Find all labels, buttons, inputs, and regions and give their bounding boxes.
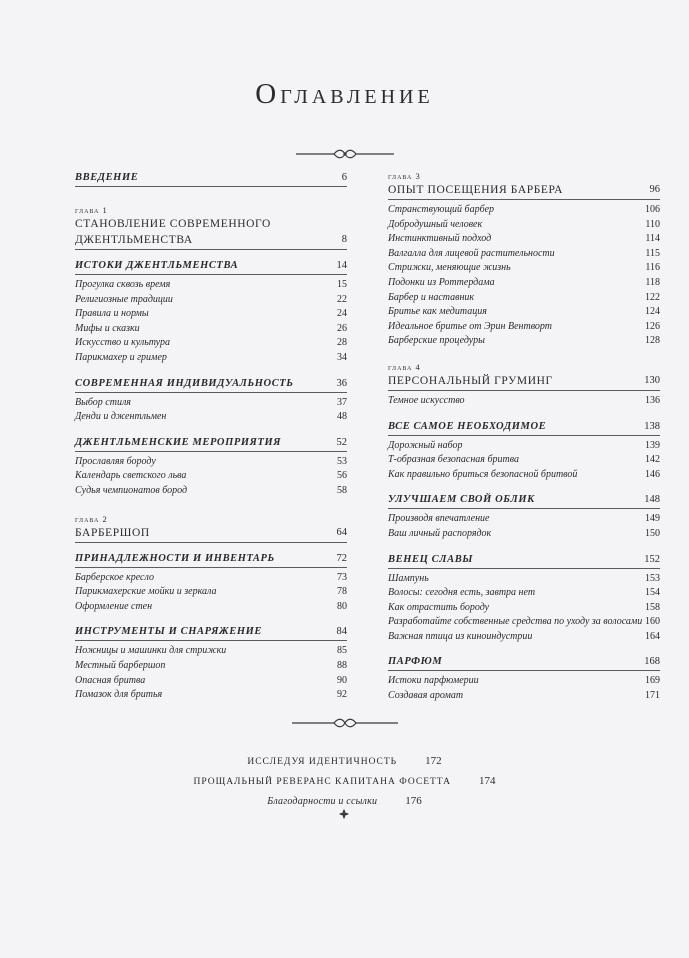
toc-entry	[388, 247, 660, 262]
page-number: 168	[644, 656, 660, 668]
page-number: 124	[645, 306, 660, 318]
page-number: 37	[337, 396, 347, 408]
toc-entry-label: Мифы и сказки	[75, 322, 140, 334]
toc-entry	[75, 674, 347, 689]
toc-entry	[388, 203, 660, 218]
toc-entry-label: Ножницы и машинки для стрижки	[75, 645, 227, 657]
toc-entry	[75, 644, 347, 659]
section-heading: ВЕНЕЦ СЛАВЫ	[388, 553, 474, 565]
toc-entry-label: Бритье как медитация	[388, 306, 487, 318]
flourish-divider-icon	[290, 717, 400, 729]
chapter-label: глава 4	[388, 361, 421, 372]
toc-entry-label: Идеальное бритье от Эрин Вентворт	[388, 320, 553, 332]
toc-entry-label: Подонки из Роттердама	[388, 276, 495, 288]
toc-entry	[75, 307, 347, 322]
toc-entry	[75, 410, 347, 425]
page-number: 22	[337, 293, 347, 305]
back-matter-label: ИССЛЕДУЯ ИДЕНТИЧНОСТЬ	[247, 757, 398, 767]
toc-entry	[388, 453, 660, 468]
chapter-title-row	[388, 373, 660, 391]
spacer	[388, 409, 660, 419]
toc-entry	[388, 218, 660, 233]
page-number: 118	[645, 276, 660, 288]
page-number: 56	[337, 470, 347, 482]
section-heading: ИСТОКИ ДЖЕНТЛЬМЕНСТВА	[75, 260, 239, 271]
toc-entry-label: Истоки парфюмерии	[388, 675, 479, 687]
toc-entry-label: Правила и нормы	[75, 308, 149, 320]
toc-entry	[388, 394, 660, 409]
toc-entry	[75, 278, 347, 293]
page-number: 96	[649, 184, 660, 195]
spacer	[388, 349, 660, 361]
toc-entry	[75, 484, 347, 499]
spacer	[388, 482, 660, 492]
toc-entry-label: Прогулка сквозь время	[75, 279, 171, 290]
section-heading-row	[388, 654, 660, 671]
toc-entry-label: Шампунь	[388, 572, 429, 584]
page-number: 169	[645, 675, 660, 687]
toc-entry-label: Местный барбершоп	[75, 659, 166, 671]
toc-entry	[388, 586, 660, 601]
toc-entry-label: Т-образная безопасная бритва	[388, 454, 519, 466]
section-heading: ВСЕ САМОЕ НЕОБХОДИМОЕ	[388, 420, 547, 432]
page-number: 172	[425, 755, 442, 767]
page-number: 158	[645, 601, 660, 613]
toc-entry	[75, 336, 347, 351]
toc-entry-label: Важная птица из киноиндустрии	[388, 630, 533, 642]
toc-entry-label: Денди и джентльмен	[75, 411, 167, 423]
page-number: 136	[645, 394, 660, 406]
section-heading-row	[75, 258, 347, 275]
section-heading: ПАРФЮМ	[388, 656, 443, 668]
page-number: 84	[336, 626, 347, 638]
chapter-title-text	[388, 373, 553, 389]
section-heading: СОВРЕМЕННАЯ ИНДИВИДУАЛЬНОСТЬ	[75, 377, 294, 389]
toc-entry-label: Валгалла для лицевой растительности	[388, 247, 555, 259]
toc-entry	[388, 261, 660, 276]
page-number: 85	[337, 645, 347, 657]
toc-entry-label: Помазок для бритья	[75, 689, 163, 701]
toc-entry	[388, 334, 660, 349]
section-heading: ПРИНАДЛЕЖНОСТИ И ИНВЕНТАРЬ	[75, 552, 275, 564]
toc-entry	[75, 351, 347, 366]
page-number: 64	[336, 526, 347, 538]
chapter-title-line: ДЖЕНТЛЬМЕНСТВА	[75, 234, 193, 246]
section-heading-row	[388, 552, 660, 569]
toc-entry	[75, 585, 347, 600]
chapter-label: глава 2	[75, 513, 108, 524]
toc-entry	[75, 659, 347, 674]
page-number: 73	[337, 571, 347, 583]
spacer	[75, 499, 347, 513]
toc-entry	[388, 674, 660, 689]
toc-entry-label: Парикмахерские мойки и зеркала	[75, 586, 217, 598]
chapter-title-text	[75, 216, 271, 248]
toc-entry	[388, 601, 660, 616]
toc-entry-label: Как правильно бриться безопасной бритвой	[388, 468, 578, 480]
toc-entry	[388, 320, 660, 335]
toc-left-column	[75, 170, 347, 703]
page-number: 28	[337, 337, 347, 349]
toc-entry-label: Парикмахер и гример	[75, 351, 167, 363]
back-matter-list	[0, 752, 689, 811]
toc-entry-label: Инстинктивный подход	[388, 233, 492, 245]
page-number: 174	[479, 775, 496, 787]
toc-entry-label: Опасная бритва	[75, 674, 146, 686]
page-number: 58	[337, 484, 347, 496]
toc-entry-label: Прославляя бороду	[75, 455, 156, 467]
page-number: 92	[337, 689, 347, 701]
toc-entry	[388, 512, 660, 527]
toc-entry-label: Странствующий барбер	[388, 204, 495, 215]
toc-entry	[388, 439, 660, 454]
page-number: 48	[337, 411, 347, 423]
page-number: 8	[341, 234, 347, 245]
page-number: 26	[337, 322, 347, 334]
spacer	[388, 542, 660, 552]
chapter-title-text	[388, 182, 563, 198]
page-number: 78	[337, 586, 347, 598]
toc-entry	[388, 572, 660, 587]
chapter-title-row	[388, 182, 660, 200]
toc-entry	[388, 630, 660, 645]
section-heading-row	[75, 624, 347, 641]
page-number: 106	[645, 204, 660, 215]
toc-entry	[75, 322, 347, 337]
spacer	[388, 644, 660, 654]
page-number: 152	[644, 553, 660, 565]
toc-entry	[75, 600, 347, 615]
chapter-label: глава 3	[388, 171, 421, 181]
toc-entry-label: Стрижки, меняющие жизнь	[388, 262, 511, 274]
section-heading-row	[388, 419, 660, 436]
section-heading-row	[75, 376, 347, 393]
chapter-title-line: ОПЫТ ПОСЕЩЕНИЯ БАРБЕРА	[388, 184, 563, 196]
page-number: 128	[645, 335, 660, 347]
page-number: 52	[336, 436, 347, 448]
toc-entry-label: Выбор стиля	[75, 396, 131, 408]
page-number: 130	[644, 374, 660, 386]
page-number: 138	[644, 420, 660, 432]
toc-entry	[75, 455, 347, 470]
section-heading: ИНСТРУМЕНТЫ И СНАРЯЖЕНИЕ	[75, 626, 263, 638]
toc-entry-label: Ваш личный распорядок	[388, 527, 492, 539]
toc-entry-label: Дорожный набор	[388, 439, 463, 451]
flourish-divider-icon	[294, 148, 396, 160]
toc-entry	[75, 396, 347, 411]
back-matter-entry	[0, 752, 689, 772]
page-number: 72	[336, 552, 347, 564]
chapter-title-row	[75, 525, 347, 543]
toc-right-column	[388, 170, 660, 704]
back-matter-entry	[0, 772, 689, 792]
toc-entry-label: Судья чемпионатов бород	[75, 484, 188, 496]
section-heading-row	[75, 551, 347, 568]
section-heading-row	[75, 435, 347, 452]
page-number: 116	[645, 262, 660, 274]
toc-entry	[388, 615, 660, 630]
toc-entry	[75, 688, 347, 703]
page-number: 36	[336, 377, 347, 389]
section-heading: УЛУЧШАЕМ СВОЙ ОБЛИК	[388, 494, 535, 506]
page-number: 171	[645, 690, 660, 702]
chapter-title-line: БАРБЕРШОП	[75, 526, 150, 539]
toc-entry-label: Оформление стен	[75, 600, 153, 612]
section-heading-row	[75, 170, 347, 187]
toc-entry	[75, 293, 347, 308]
toc-entry-label: Барберские процедуры	[388, 335, 485, 347]
page-number: 148	[644, 494, 660, 506]
page-number: 114	[645, 233, 660, 245]
chapter-label: глава 1	[75, 205, 108, 215]
page-number: 80	[337, 600, 347, 612]
page-number: 150	[645, 527, 660, 539]
page-number: 34	[337, 351, 347, 363]
chapter-title-text	[75, 525, 150, 541]
toc-entry-label: Как отрастить бороду	[388, 601, 490, 613]
spacer	[75, 614, 347, 624]
page-number: 146	[645, 468, 660, 480]
page-number: 14	[336, 260, 347, 271]
section-heading: ВВЕДЕНИЕ	[75, 172, 139, 183]
toc-entry-label: Создавая аромат	[388, 690, 464, 702]
toc-entry-label: Искусство и культура	[75, 337, 170, 349]
page-number: 88	[337, 659, 347, 671]
toc-entry	[388, 689, 660, 704]
page-number: 126	[645, 320, 660, 332]
back-matter-label: Благодарности и ссылки	[267, 796, 378, 807]
toc-entry	[388, 276, 660, 291]
spacer	[75, 425, 347, 435]
chapter-title-row	[75, 216, 347, 250]
section-heading-row	[388, 492, 660, 509]
page-number: 115	[645, 247, 660, 259]
section-heading: ДЖЕНТЛЬМЕНСКИЕ МЕРОПРИЯТИЯ	[75, 436, 282, 448]
toc-entry-label: Религиозные традиции	[75, 293, 173, 305]
chapter-title-line: ПЕРСОНАЛЬНЫЙ ГРУМИНГ	[388, 374, 553, 387]
spacer	[75, 366, 347, 376]
page-number: 160	[645, 616, 660, 628]
page-number: 154	[645, 587, 660, 599]
toc-entry-label: Календарь светского льва	[75, 470, 187, 482]
page-number: 153	[645, 572, 660, 584]
back-matter-label: ПРОЩАЛЬНЫЙ РЕВЕРАНС КАПИТАНА ФОСЕТТА	[193, 777, 451, 787]
page-number: 24	[337, 308, 347, 320]
page-number: 15	[337, 279, 347, 290]
page-number: 122	[645, 291, 660, 303]
toc-entry	[388, 527, 660, 542]
toc-entry-label: Добродушный человек	[388, 218, 483, 230]
page-number: 90	[337, 674, 347, 686]
toc-entry	[388, 291, 660, 306]
toc-entry	[388, 232, 660, 247]
toc-entry-label: Разработайте собственные средства по уходу за волосами	[388, 616, 643, 628]
spacer	[75, 190, 347, 204]
page-number: 53	[337, 455, 347, 467]
page-number: 164	[645, 630, 660, 642]
toc-entry-label: Барберское кресло	[75, 571, 154, 583]
chapter-title-line: СТАНОВЛЕНИЕ СОВРЕМЕННОГО	[75, 218, 271, 230]
toc-entry	[388, 468, 660, 483]
toc-entry-label: Барбер и наставник	[388, 291, 475, 303]
leaf-ornament-icon	[338, 808, 350, 820]
page-number: 139	[645, 439, 660, 451]
page-number: 6	[341, 172, 347, 183]
page-title: Оглавление	[255, 78, 434, 110]
page-number: 110	[645, 218, 660, 230]
toc-entry-label: Производя впечатление	[388, 513, 490, 525]
toc-entry	[388, 305, 660, 320]
toc-entry-label: Темное искусство	[388, 394, 465, 406]
page-number: 149	[645, 513, 660, 525]
toc-entry	[75, 469, 347, 484]
toc-entry	[75, 571, 347, 586]
page-number: 176	[405, 795, 422, 807]
toc-entry-label: Волосы: сегодня есть, завтра нет	[388, 587, 536, 599]
page-number: 142	[645, 454, 660, 466]
